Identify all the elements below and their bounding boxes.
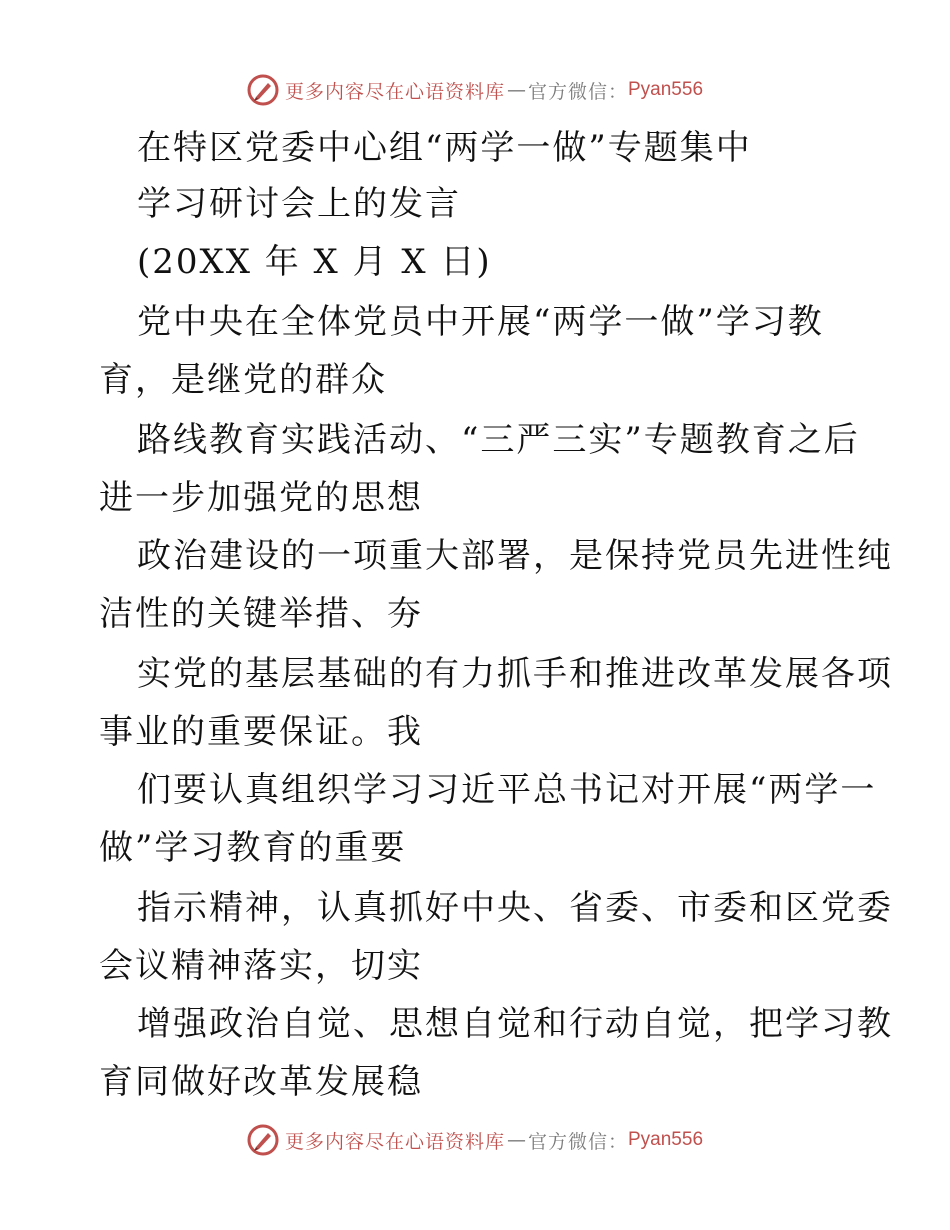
- pen-logo-icon: [247, 74, 279, 106]
- date-line: (20XX 年 X 月 X 日): [137, 242, 492, 282]
- watermark-dash: —: [506, 79, 526, 101]
- title-line-1: 在特区党委中心组“两学一做”专题集中: [137, 128, 752, 168]
- body-line: 指示精神，认真抓好中央、省委、市委和区党委: [137, 888, 893, 928]
- header-watermark: [0, 70, 950, 110]
- body-line: 事业的重要保证。我: [99, 712, 423, 752]
- watermark-sub-text: 官方微信：: [527, 1130, 628, 1153]
- watermark-dash: —: [506, 1129, 526, 1151]
- body-line: 做”学习教育的重要: [99, 828, 407, 868]
- body-line: 育同做好改革发展稳: [99, 1062, 423, 1102]
- body-line: 党中央在全体党员中开展“两学一做”学习教: [137, 302, 824, 342]
- body-line: 增强政治自觉、思想自觉和行动自觉，把学习教: [137, 1004, 893, 1044]
- watermark-sub-text: 官方微信：: [527, 80, 628, 103]
- body-line: 洁性的关键举措、夯: [99, 594, 423, 634]
- watermark-main-text: 更多内容尽在心语资料库: [284, 80, 505, 103]
- footer-watermark: [0, 1120, 950, 1160]
- body-line: 路线教育实践活动、“三严三实”专题教育之后: [137, 420, 860, 460]
- watermark-main-text: 更多内容尽在心语资料库: [284, 1130, 505, 1153]
- pen-logo-icon: [247, 1124, 279, 1156]
- title-line-2: 学习研讨会上的发言: [137, 184, 461, 224]
- watermark-wechat-id: Pyan556: [628, 79, 704, 100]
- body-line: 育，是继党的群众: [99, 360, 387, 400]
- watermark-wechat-id: Pyan556: [628, 1129, 704, 1150]
- body-line: 们要认真组织学习习近平总书记对开展“两学一: [137, 770, 877, 810]
- body-line: 会议精神落实，切实: [99, 946, 423, 986]
- body-line: 进一步加强党的思想: [99, 478, 423, 518]
- body-line: 政治建设的一项重大部署，是保持党员先进性纯: [137, 536, 893, 576]
- body-line: 实党的基层基础的有力抓手和推进改革发展各项: [137, 654, 893, 694]
